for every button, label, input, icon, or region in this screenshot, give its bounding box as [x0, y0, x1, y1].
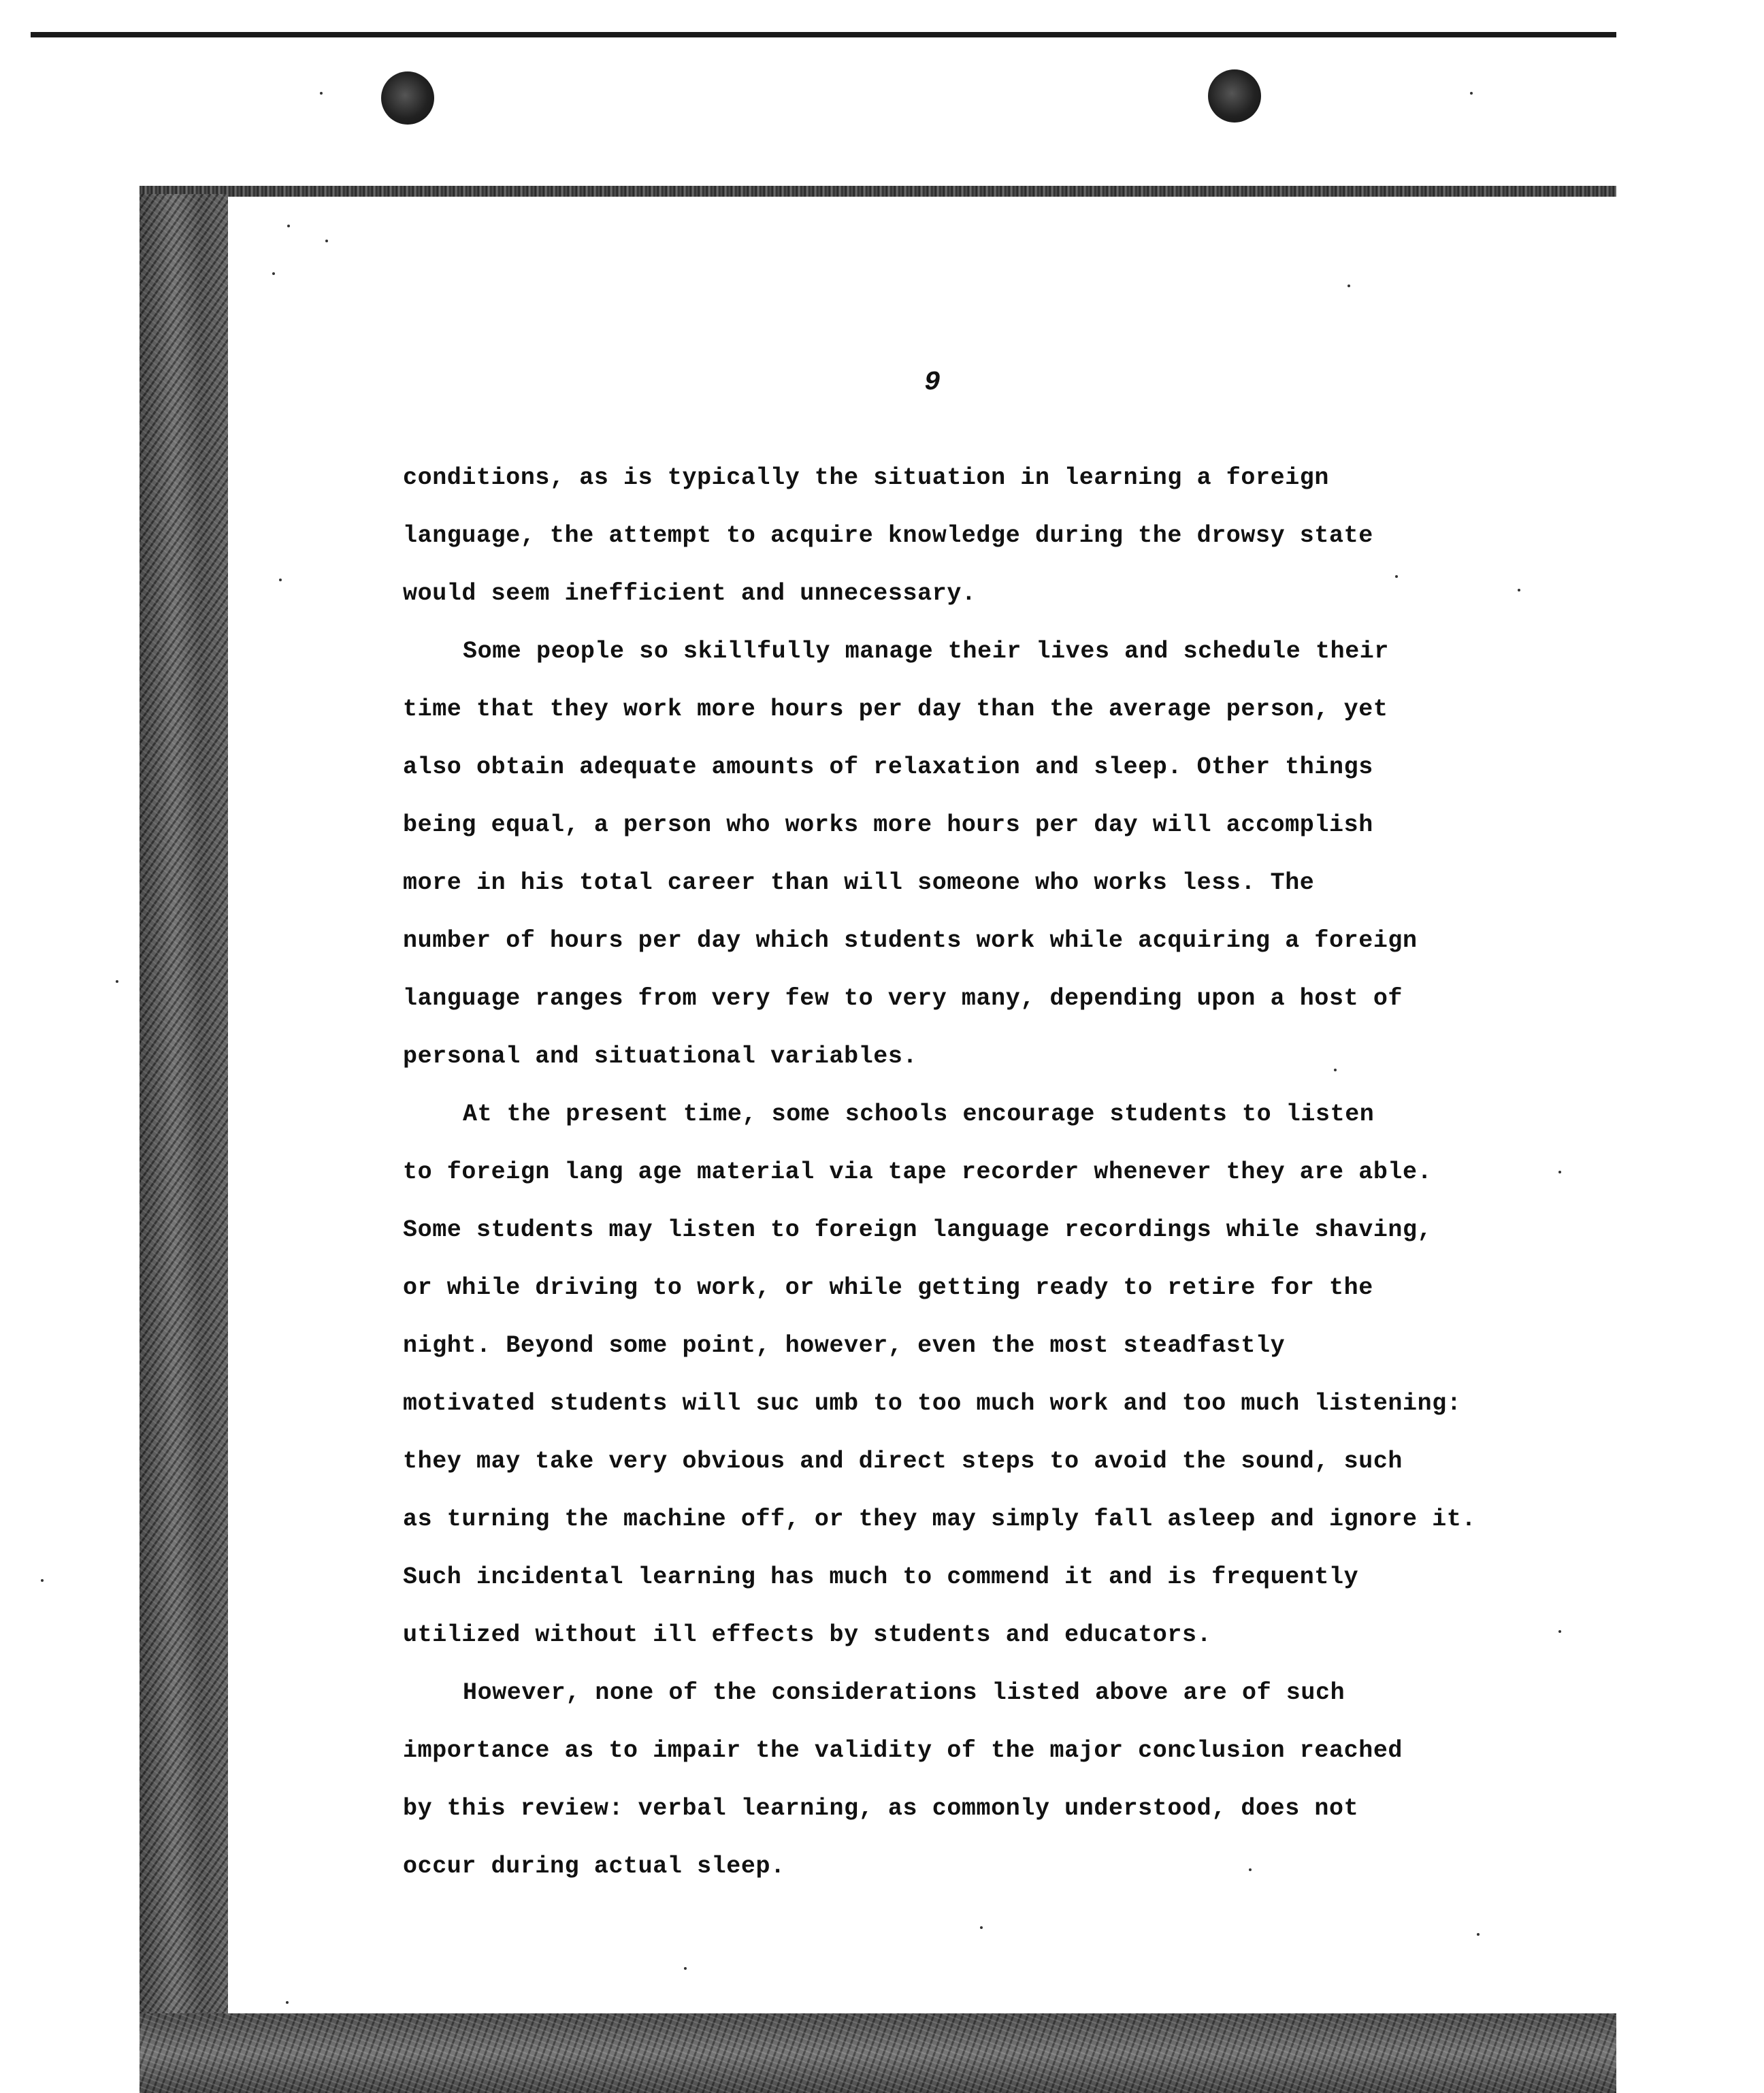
text-line: to foreign lang age material via tape recorder whenever they are able. [403, 1158, 1433, 1186]
scan-speck [272, 272, 275, 275]
punch-hole-left [381, 71, 434, 125]
scan-speck [684, 1967, 687, 1970]
text-line: number of hours per day which students work while acquiring a foreign [403, 927, 1418, 954]
scan-speck [287, 225, 290, 227]
scan-speck [286, 2001, 289, 2004]
scan-speck [320, 92, 323, 95]
top-rule [31, 32, 1616, 37]
text-line: conditions, as is typically the situation in learning a foreign [403, 464, 1330, 491]
scan-speck [980, 1926, 983, 1929]
paragraph-start-line: Some people so skillfully manage their lives and schedule their [463, 638, 1390, 665]
scan-speck [1249, 1868, 1252, 1871]
scan-speck [1470, 92, 1473, 95]
scan-frame-top [140, 186, 1616, 197]
text-line: night. Beyond some point, however, even the most steadfastly [403, 1332, 1286, 1359]
text-line: language, the attempt to acquire knowledge during the drowsy state [403, 522, 1373, 549]
scan-speck [116, 980, 118, 983]
text-line: they may take very obvious and direct steps to avoid the sound, such [403, 1448, 1403, 1475]
scan-speck [325, 240, 328, 242]
text-line: as turning the machine off, or they may simply fall asleep and ignore it. [403, 1506, 1477, 1533]
scan-speck [1518, 589, 1520, 591]
scan-speck [1334, 1069, 1337, 1071]
text-line: utilized without ill effects by students and educators. [403, 1621, 1212, 1649]
scan-speck [1395, 575, 1398, 578]
scan-frame-left [140, 194, 228, 2093]
scan-speck [1348, 285, 1350, 287]
text-line: also obtain adequate amounts of relaxation and sleep. Other things [403, 753, 1373, 781]
paragraph-start-line: At the present time, some schools encourage students to listen [463, 1101, 1375, 1128]
scan-speck [41, 1579, 44, 1582]
text-line: by this review: verbal learning, as commonly understood, does not [403, 1795, 1359, 1822]
text-line: more in his total career than will someone who works less. The [403, 869, 1315, 896]
page-number: 9 [924, 368, 941, 398]
text-line: would seem inefficient and unnecessary. [403, 580, 977, 607]
paragraph-start-line: However, none of the considerations listed above are of such [463, 1679, 1345, 1706]
text-line: language ranges from very few to very many, depending upon a host of [403, 985, 1403, 1012]
scan-speck [1558, 1630, 1561, 1633]
text-line: importance as to impair the validity of the major conclusion reached [403, 1737, 1403, 1764]
text-line: or while driving to work, or while getting ready to retire for the [403, 1274, 1373, 1301]
text-line: occur during actual sleep. [403, 1853, 785, 1880]
scan-frame-bottom [140, 2013, 1616, 2093]
text-line: Some students may listen to foreign language recordings while shaving, [403, 1216, 1433, 1244]
scan-speck [1558, 1171, 1561, 1173]
body-text [403, 449, 1519, 1896]
text-line: being equal, a person who works more hours per day will accomplish [403, 811, 1373, 839]
text-line: motivated students will suc umb to too much work and too much listening: [403, 1390, 1462, 1417]
punch-hole-right [1208, 69, 1261, 123]
text-line: time that they work more hours per day than the average person, yet [403, 696, 1388, 723]
scan-speck [1477, 1933, 1480, 1936]
scan-speck [279, 579, 282, 581]
text-line: Such incidental learning has much to commend it and is frequently [403, 1563, 1359, 1591]
text-line: personal and situational variables. [403, 1043, 918, 1070]
